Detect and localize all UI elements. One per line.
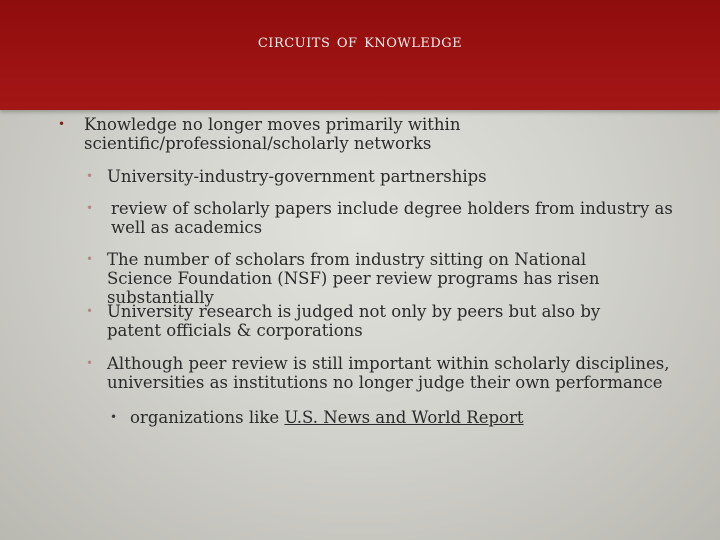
bullet-icon: • bbox=[110, 410, 118, 424]
bullet-icon: • bbox=[86, 201, 94, 215]
title-bar bbox=[0, 0, 720, 110]
bullet-item-partnerships bbox=[86, 167, 686, 186]
bullet-text: Although peer review is still important within scholarly disciplines, universities as institutions no longer judge their own performance bbox=[107, 354, 670, 392]
bullet-icon: • bbox=[86, 304, 94, 318]
bullet-item-nsf bbox=[86, 250, 646, 307]
bullet-text: Knowledge no longer moves primarily within scientific/professional/scholarly networks bbox=[84, 115, 461, 153]
bullet-item-review bbox=[86, 199, 682, 237]
bullet-item-knowledge bbox=[58, 115, 488, 153]
bullet-text bbox=[130, 408, 670, 427]
bullet-item-patent bbox=[86, 302, 646, 340]
bullet-item-peer-review bbox=[86, 354, 686, 392]
bullet-text: University research is judged not only by peers but also by patent officials & corporations bbox=[107, 302, 601, 340]
usnews-link[interactable]: U.S. News and World Report bbox=[284, 408, 524, 427]
bullet-item-organizations bbox=[110, 408, 670, 427]
bullet-text: University-industry-government partnerships bbox=[107, 167, 487, 186]
bullet-icon: • bbox=[58, 117, 66, 131]
slide-title: circuits of knowledge bbox=[257, 30, 463, 52]
bullet-icon: • bbox=[86, 169, 94, 183]
bullet-text: The number of scholars from industry sitting on National Science Foundation (NSF) peer review programs has risen substantially bbox=[107, 250, 600, 307]
bullet-text-prefix: organizations like bbox=[130, 408, 285, 427]
bullet-icon: • bbox=[86, 252, 94, 266]
bullet-text: review of scholarly papers include degree holders from industry as well as academics bbox=[111, 199, 673, 237]
bullet-icon: • bbox=[86, 356, 94, 370]
